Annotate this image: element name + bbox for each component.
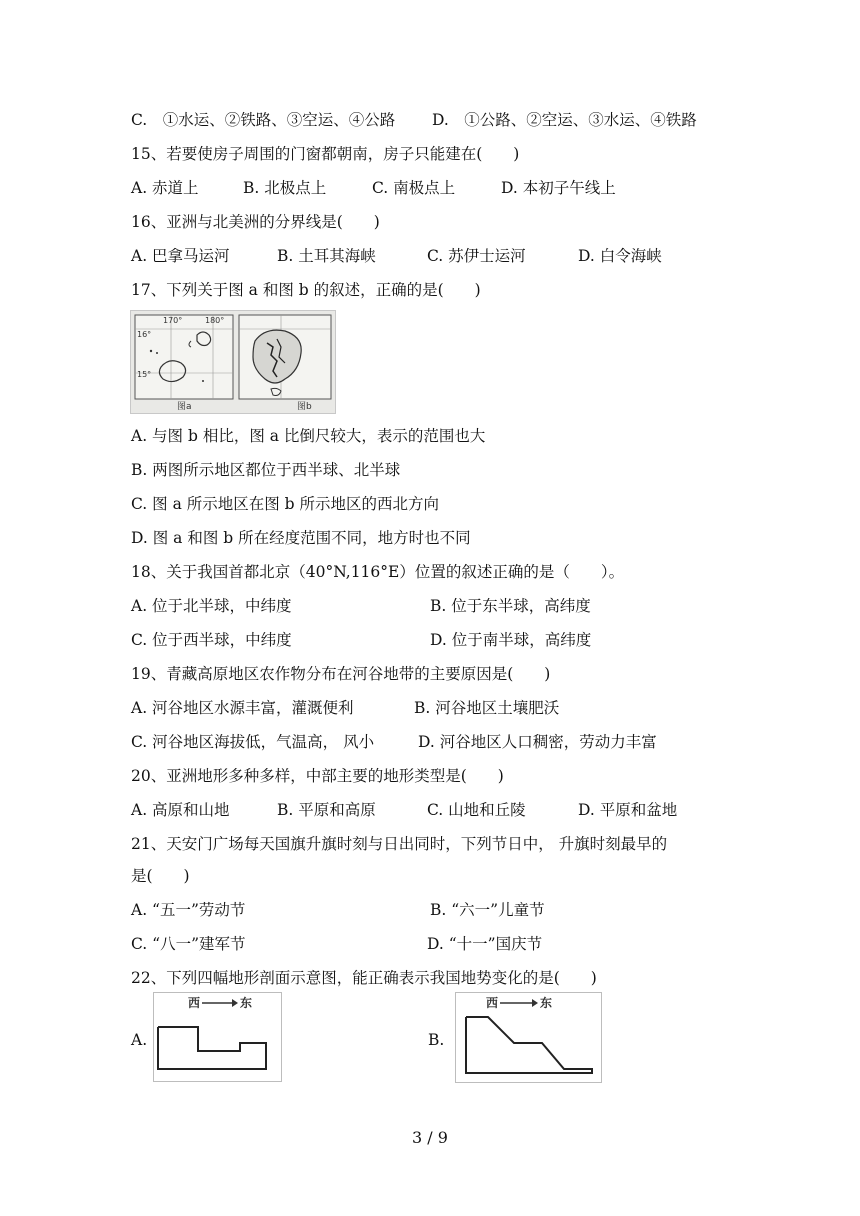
q14-option-d: D. ①公路、②空运、③水运、④铁路	[432, 111, 697, 129]
q21-option-d: D. “十一”国庆节	[427, 935, 543, 953]
q14-option-c: C. ①水运、②铁路、③空运、④公路	[131, 111, 396, 129]
q22-b-terrain-line	[466, 1017, 592, 1073]
q22-profile-b-svg	[456, 993, 601, 1082]
q18-option-c: C. 位于西半球，中纬度	[131, 631, 292, 649]
q21-option-c: C. “八一”建军节	[131, 935, 246, 953]
q16-stem: 16、亚洲与北美洲的分界线是( )	[131, 213, 380, 231]
q19-stem: 19、青藏高原地区农作物分布在河谷地带的主要原因是( )	[131, 665, 551, 683]
page-number: 3 / 9	[412, 1128, 448, 1147]
q17-option-d: D. 图 a 和图 b 所在经度范围不同，地方时也不同	[131, 529, 471, 547]
q17-label-a: 图a	[177, 402, 192, 412]
q16-option-d: D. 白令海峡	[578, 247, 662, 265]
q20-option-c: C. 山地和丘陵	[427, 801, 526, 819]
q22-b-east-label: 东	[540, 996, 553, 1010]
q19-option-c: C. 河谷地区海拔低，气温高， 风小	[131, 733, 375, 751]
q17-map-figure	[130, 310, 336, 414]
q22-a-west-label: 西	[188, 996, 201, 1010]
q22-option-a-label: A.	[131, 1031, 148, 1049]
q18-stem: 18、关于我国首都北京（40°N,116°E）位置的叙述正确的是（ ）。	[131, 563, 625, 581]
q19-option-d: D. 河谷地区人口稠密，劳动力丰富	[418, 733, 657, 751]
q17-lat-1-label: 16°	[137, 330, 152, 339]
q17-lon-b-label: 180°	[205, 316, 225, 325]
q16-option-c: C. 苏伊士运河	[427, 247, 526, 265]
q22-a-terrain-line	[158, 1027, 266, 1069]
q17-stem: 17、下列关于图 a 和图 b 的叙述，正确的是( )	[131, 281, 481, 299]
q17-option-a: A. 与图 b 相比，图 a 比倒尺较大，表示的范围也大	[131, 427, 486, 445]
q15-option-d: D. 本初子午线上	[501, 179, 616, 197]
q17-lon-a-label: 170°	[163, 316, 183, 325]
q17-option-b: B. 两图所示地区都位于西半球、北半球	[131, 461, 401, 479]
q15-option-b: B. 北极点上	[243, 179, 327, 197]
q20-option-a: A. 高原和山地	[131, 801, 230, 819]
q20-option-d: D. 平原和盆地	[578, 801, 678, 819]
q17-option-c: C. 图 a 所示地区在图 b 所示地区的西北方向	[131, 495, 440, 513]
q16-option-b: B. 土耳其海峡	[277, 247, 376, 265]
q21-option-b: B. “六一”儿童节	[430, 901, 545, 919]
q22-a-arrow-head-icon	[232, 999, 238, 1007]
q19-option-a: A. 河谷地区水源丰富，灌溉便利	[131, 699, 354, 717]
q19-option-b: B. 河谷地区土壤肥沃	[414, 699, 560, 717]
q18-option-b: B. 位于东半球，高纬度	[430, 597, 591, 615]
q22-b-west-label: 西	[486, 996, 499, 1010]
q21-stem-line2: 是( )	[131, 867, 190, 885]
q18-option-a: A. 位于北半球，中纬度	[131, 597, 292, 615]
q21-stem-line1: 21、天安门广场每天国旗升旗时刻与日出同时，下列节日中， 升旗时刻最早的	[131, 835, 668, 853]
q15-stem: 15、若要使房子周围的门窗都朝南，房子只能建在( )	[131, 145, 520, 163]
q18-option-d: D. 位于南半球，高纬度	[430, 631, 592, 649]
q22-stem: 22、下列四幅地形剖面示意图，能正确表示我国地势变化的是( )	[131, 969, 597, 987]
q22-b-arrow-head-icon	[532, 999, 538, 1007]
q22-profile-a-svg	[154, 993, 281, 1081]
q21-option-a: A. “五一”劳动节	[131, 901, 246, 919]
q22-profile-a	[153, 992, 282, 1082]
q16-option-a: A. 巴拿马运河	[131, 247, 230, 265]
q22-profile-b	[455, 992, 602, 1083]
q20-option-b: B. 平原和高原	[277, 801, 376, 819]
q15-option-a: A. 赤道上	[131, 179, 199, 197]
q22-a-east-label: 东	[240, 996, 253, 1010]
q15-option-c: C. 南极点上	[372, 179, 456, 197]
q17-lat-2-label: 15°	[137, 370, 152, 379]
q17-label-b: 图b	[297, 402, 312, 412]
q22-option-b-label: B.	[428, 1031, 445, 1049]
q20-stem: 20、亚洲地形多种多样，中部主要的地形类型是( )	[131, 767, 504, 785]
q17-map-svg	[131, 311, 335, 413]
